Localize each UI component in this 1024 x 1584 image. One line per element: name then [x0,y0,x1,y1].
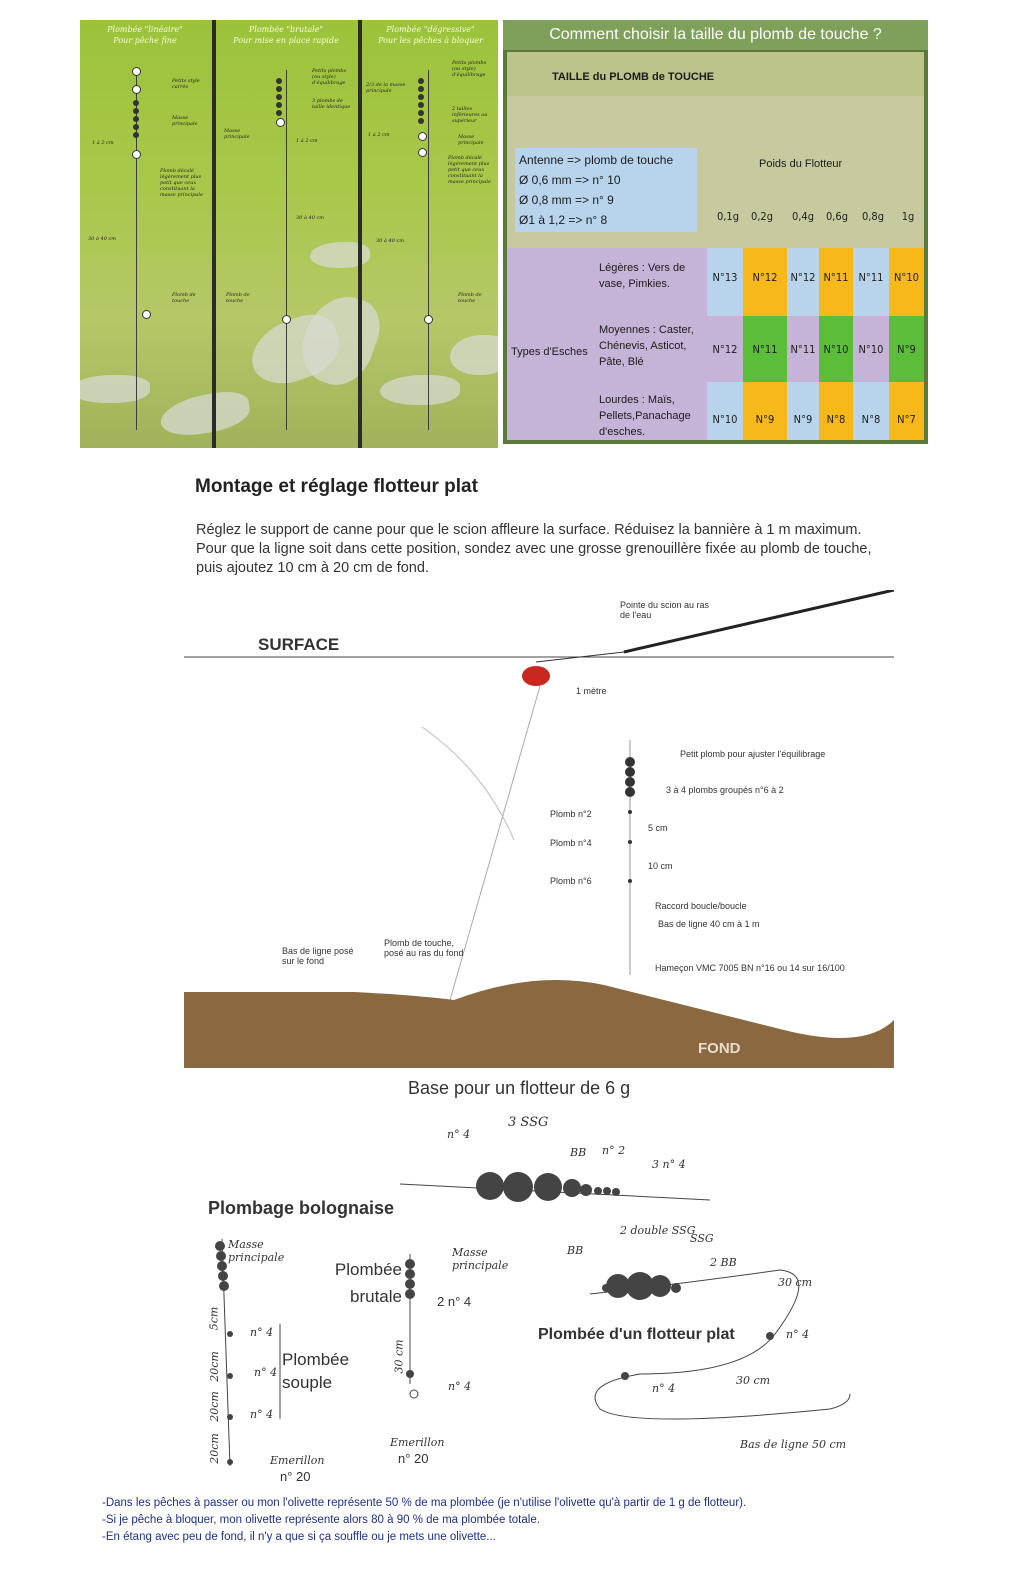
label: n° 4 [250,1326,274,1339]
label: Masse principale [452,1246,509,1272]
label: 20cm [207,1391,221,1422]
row-label: Moyennes : Caster, Chénevis, Asticot, Pâte, Blé [599,324,694,368]
table-cell: N°11 [858,271,884,284]
shot [276,110,282,116]
label: Plomb n°4 [550,838,592,848]
table-cell: N°10 [894,271,919,284]
rig-label: 1 à 2 cm [296,138,318,144]
rig-label: 30 à 40 cm [296,215,325,221]
float-weight-label: Poids du Flotteur [759,158,843,170]
note-line: -Si je pêche à bloquer, mon olivette représente alors 80 à 90 % de ma plombée totale. [102,1514,540,1526]
label: n° 2 [602,1144,626,1157]
label: n° 4 [786,1328,810,1341]
rig-title-lineaire: Plombée "linéaire" Pour pêche fine [107,25,183,45]
table-cell: N°10 [823,343,849,356]
table-cell: N°10 [712,413,738,426]
weight-header: 0,2g [750,210,774,223]
rig-line [428,70,429,430]
rig-label: Plomb décalé légèrement plus petit que ceux constituant la masse principale [448,155,491,185]
float-ring [282,315,291,324]
shot [133,132,139,138]
rig-label: Masse principale [224,128,250,140]
label: BB [567,1244,584,1257]
rig-label: Petits plombs (ou style) d'équilibrage [312,68,347,86]
rig-label: Plomb de touche [458,292,482,304]
float-ring [132,150,141,159]
label: 3 n° 4 [652,1158,686,1171]
surface-label: SURFACE [258,635,340,654]
label: n° 4 [652,1382,676,1395]
plombee-brutale-label: Plombée brutale [334,1260,402,1306]
label: Emerillon [390,1436,445,1449]
label: 2 BB [710,1256,737,1269]
antenna-lines: Antenne => plomb de touche Ø 0,6 mm => n° 10 Ø 0,8 mm => n° 9 Ø1 à 1,2 => n° 8 [519,153,674,227]
table-cell: N°8 [861,413,881,426]
rig-label: 2/3 de la masse principale [366,82,406,94]
label: n° 4 [250,1408,274,1421]
label: Bas de ligne 40 cm à 1 m [658,919,760,929]
flotteur-plat-title: Plombée d'un flotteur plat [538,1326,735,1343]
label: n° 20 [398,1451,429,1466]
rig-label: 1 à 2 cm [92,140,114,146]
shot [133,108,139,114]
table-cell: N°9 [897,343,916,356]
label: Petit plomb pour ajuster l'équilibrage [680,749,826,759]
table-cell: N°11 [752,343,778,356]
shot [133,116,139,122]
rig-label: Petits plombs (ou style) d'équilibrage [452,60,487,78]
montage-diagram [184,590,894,1068]
label: n° 20 [280,1469,311,1484]
rig-label: 3 plombs de taille identique [312,98,351,110]
table-cell: N°12 [790,271,816,284]
label: Hameçon VMC 7005 BN n°16 ou 14 sur 16/100 [655,963,845,973]
label: Bas de ligne posé sur le fond [282,946,354,966]
label: Emerillon [270,1454,325,1467]
float-ring [132,85,141,94]
note-line: -Dans les pêches à passer ou mon l'olivette représente 50 % de ma plombée (je n'utilise l'olivette qu'à partir de 1 g de flotteur). [102,1497,747,1509]
rig-line [286,70,287,430]
rigs-illustration [80,20,498,448]
plombee-souple-label: Plombée souple [282,1350,350,1392]
shot [418,86,424,92]
label: n° 4 [254,1366,278,1379]
table-cell: N°11 [823,271,849,284]
label: 10 cm [648,861,673,871]
base-title: Base pour un flotteur de 6 g [408,1078,631,1098]
label: 2 n° 4 [437,1294,472,1309]
weight-header: 0,4g [791,210,815,223]
float-ring [142,310,151,319]
fish-image [380,375,460,405]
shot-size-table [503,20,928,444]
column-separator [358,20,362,448]
label: 5 cm [648,823,668,833]
rig-label: Masse principale [172,115,198,127]
table-cell: N°13 [712,271,738,284]
label: Masse principale [228,1238,285,1264]
shot [276,94,282,100]
label: Plomb n°2 [550,809,592,819]
rig-title-brutale: Plombée "brutale" Pour mise en place rapide [233,25,339,45]
scion-label: Pointe du scion au ras de l'eau [620,600,710,620]
label: n° 4 [447,1128,471,1141]
fish-image [80,375,150,403]
row-label: Légères : Vers de vase, Pimkies. [599,262,686,290]
table-cell: N°11 [790,343,816,356]
shot [133,124,139,130]
float-ring [418,148,427,157]
montage-paragraph: Réglez le support de canne pour que le scion affleure la surface. Réduisez la bannière à 1 m maximum. Pour que la ligne soit dans cette position, sondez avec une grosse grenouillère fixée au plomb de touche, puis ajoutez 10 cm à 20 cm de fond. [196,522,872,576]
meter-label: 1 mètre [576,686,607,696]
label: Plomb n°6 [550,876,592,886]
label: 3 SSG [508,1115,549,1130]
column-separator [212,20,216,448]
rig-label: 30 à 40 cm [88,236,117,242]
table-cell: N°10 [858,343,884,356]
montage-title: Montage et réglage flotteur plat [195,476,478,497]
rig-label: Petits style carrés [172,78,200,90]
rig-label: 2 tailles inférieures au supérieur [452,106,488,124]
shot [276,78,282,84]
table-cell: N°7 [897,413,916,426]
rig-title-degressive: Plombée "dégressive" Pour les pêches à bloquer [378,25,483,45]
shot [418,102,424,108]
label: n° 4 [448,1380,472,1393]
fond-label: FOND [698,1040,741,1057]
table-body [507,52,924,440]
fish-image [157,387,252,440]
shot [418,110,424,116]
label: Raccord boucle/boucle [655,901,747,911]
shot [276,86,282,92]
label: 2 double SSG [620,1224,696,1237]
table-cell: N°9 [755,413,775,426]
label: Bas de ligne 50 cm [740,1438,847,1451]
weight-header: 0,8g [861,210,885,223]
shot [418,94,424,100]
weight-header: 0,1g [716,210,740,223]
label: 30 cm [736,1374,771,1387]
shot [133,100,139,106]
table-cell: N°12 [752,271,778,284]
label: SSG [690,1232,714,1245]
label: 20cm [207,1351,221,1382]
shot [418,78,424,84]
fish-image [292,286,389,395]
rig-label: Plomb décalé légèrement plus petit que ceux constituant la masse principale [160,168,203,198]
label: 5cm [207,1306,221,1331]
shot [276,102,282,108]
weight-header: 1g [901,210,915,223]
float-ring [418,132,427,141]
label: 30 cm [778,1276,813,1289]
table-header: Comment choisir la taille du plomb de touche ? [503,20,928,50]
fish-image [450,335,498,375]
label: 3 à 4 plombs groupés n°6 à 2 [666,785,784,795]
rig-label: Plomb de touche [226,292,250,304]
label: 30 cm [392,1339,406,1374]
table-cell: N°12 [712,343,738,356]
label: Plomb de touche, posé au ras du fond [384,938,464,958]
float-ring [132,67,141,76]
float-ring [424,315,433,324]
bolo-title: Plombage bolognaise [208,1198,395,1218]
label: 20cm [207,1433,221,1464]
rig-label: 1 à 2 cm [368,132,390,138]
rig-label: Plomb de touche [172,292,196,304]
float-ring [276,118,285,127]
weight-header: 0,6g [825,210,849,223]
label: BB [570,1146,587,1159]
table-subheader: TAILLE du PLOMB de TOUCHE [552,71,715,83]
rig-label: 30 à 40 cm [376,238,405,244]
table-cell: N°9 [793,413,813,426]
table-cell: N°8 [826,413,846,426]
esches-label: Types d'Esches [511,346,588,358]
rig-label: Masse principale [458,134,484,146]
row-label: Lourdes : Maïs, Pellets,Panachage d'esches. [599,394,691,438]
shot [418,118,424,124]
note-line: -En étang avec peu de fond, il n'y a que si ça souffle ou je mets une olivette... [102,1531,496,1543]
